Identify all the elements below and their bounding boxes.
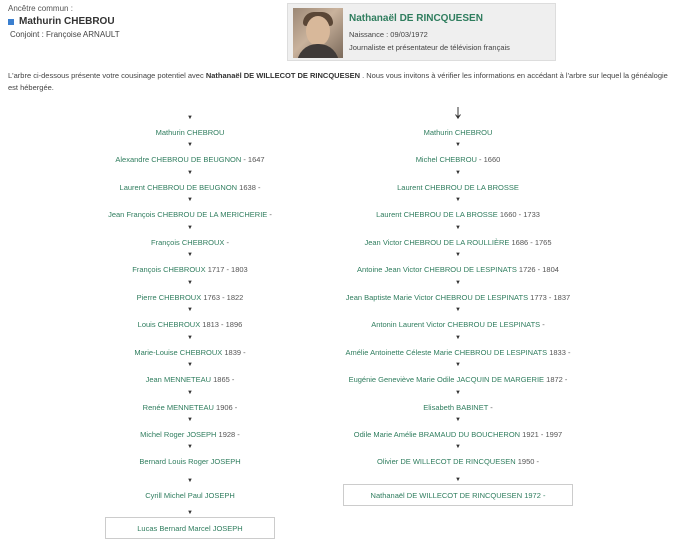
intro-text-before: L'arbre ci-dessous présente votre cousinage potentiel avec xyxy=(8,71,206,80)
person-name: Alexandre CHEBROU DE BEUGNON xyxy=(115,155,242,164)
person-name: Marie-Louise CHEBROUX xyxy=(134,348,223,357)
person-name: Michel Roger JOSEPH xyxy=(140,430,217,439)
celebrity-occupation: Journaliste et présentateur de télévision français xyxy=(349,43,510,52)
celebrity-birth: Naissance : 09/03/1972 xyxy=(349,30,428,39)
right-person-node[interactable] xyxy=(343,320,573,329)
left-person-node[interactable] xyxy=(105,128,275,137)
person-years: 1921 - 1997 xyxy=(520,430,563,439)
person-name: Pierre CHEBROUX xyxy=(136,293,202,302)
right-person-node[interactable] xyxy=(343,155,573,164)
person-name: Olivier DE WILLECOT DE RINCQUESEN xyxy=(377,457,516,466)
ancestor-name-text: Mathurin CHEBROU xyxy=(19,16,115,27)
left-person-node[interactable] xyxy=(105,210,275,219)
arrow-down-icon: ▼ xyxy=(187,280,193,286)
arrow-down-icon: ▼ xyxy=(187,478,193,484)
arrow-down-icon: ▼ xyxy=(187,335,193,341)
person-years: 1906 - xyxy=(213,403,238,412)
arrow-down-icon: ▼ xyxy=(455,335,461,341)
person-years: 1717 - 1803 xyxy=(205,265,248,274)
arrow-down-icon: ▼ xyxy=(187,444,193,450)
person-name: Jean Victor CHEBROU DE LA ROULLIÈRE xyxy=(364,238,510,247)
person-years: - 1647 xyxy=(241,155,265,164)
person-years: 1638 - xyxy=(237,183,261,192)
person-years: 1660 - 1733 xyxy=(497,210,540,219)
person-years: 1839 - xyxy=(222,348,246,357)
person-years: - xyxy=(488,403,493,412)
left-person-node[interactable] xyxy=(105,403,275,412)
person-years: - xyxy=(224,238,229,247)
arrow-down-icon: ▼ xyxy=(455,280,461,286)
person-name: Antoine Jean Victor CHEBROU DE LESPINATS xyxy=(357,265,517,274)
left-person-node[interactable] xyxy=(105,293,275,302)
celebrity-name[interactable]: Nathanaël DE RINCQUESEN xyxy=(349,13,483,24)
person-name: Jean MENNETEAU xyxy=(145,375,212,384)
square-bullet-icon xyxy=(8,19,14,25)
arrow-down-icon: ▼ xyxy=(187,115,193,121)
right-person-node[interactable] xyxy=(343,430,573,439)
right-person-node[interactable] xyxy=(343,210,573,219)
left-person-node[interactable] xyxy=(105,457,275,466)
common-ancestor-name[interactable] xyxy=(8,16,115,27)
person-name: Jean François CHEBROU DE LA MERICHERIE xyxy=(108,210,268,219)
person-years: 1686 - 1765 xyxy=(509,238,552,247)
right-person-node[interactable] xyxy=(343,403,573,412)
person-years: - xyxy=(540,320,545,329)
arrow-down-icon: ▼ xyxy=(455,225,461,231)
arrow-down-icon: ▼ xyxy=(455,477,461,483)
right-branch xyxy=(343,0,573,549)
arrow-down-icon: ▼ xyxy=(455,142,461,148)
left-person-node[interactable] xyxy=(105,375,275,384)
person-name: Bernard Louis Roger JOSEPH xyxy=(139,457,241,466)
arrow-down-icon: ▼ xyxy=(455,197,461,203)
arrow-down-icon: ▼ xyxy=(187,225,193,231)
right-person-node[interactable] xyxy=(343,238,573,247)
person-name: Michel CHEBROU xyxy=(415,155,477,164)
person-years: 1872 - xyxy=(544,375,568,384)
arrow-down-icon: ▼ xyxy=(187,142,193,148)
left-person-node[interactable] xyxy=(105,183,275,192)
left-branch xyxy=(105,0,275,549)
arrow-down-icon: ▼ xyxy=(455,115,461,121)
ancestor-spouse: Conjoint : Françoise ARNAULT xyxy=(10,30,120,39)
right-person-node[interactable] xyxy=(343,183,573,192)
right-final-person-box[interactable]: Nathanaël DE WILLECOT DE RINCQUESEN 1972 - xyxy=(343,484,573,506)
arrow-down-icon: ▼ xyxy=(455,390,461,396)
person-name: François CHEBROUX xyxy=(151,238,225,247)
person-name: Mathurin CHEBROU xyxy=(155,128,225,137)
person-name: Elisabeth BABINET xyxy=(423,403,489,412)
right-person-node[interactable] xyxy=(343,457,573,466)
person-name: Laurent CHEBROU DE LA BROSSE xyxy=(376,210,498,219)
arrow-down-icon: ▼ xyxy=(187,252,193,258)
left-final-person-box[interactable]: Lucas Bernard Marcel JOSEPH xyxy=(105,517,275,539)
person-years: 1726 - 1804 xyxy=(516,265,559,274)
arrow-down-icon: ▼ xyxy=(455,417,461,423)
left-person-node[interactable] xyxy=(105,430,275,439)
left-person-node[interactable] xyxy=(105,265,275,274)
person-name: Louis CHEBROUX xyxy=(137,320,201,329)
left-person-node[interactable] xyxy=(105,155,275,164)
arrow-down-icon: ▼ xyxy=(187,510,193,516)
person-years: 1813 - 1896 xyxy=(200,320,243,329)
arrow-down-icon: ▼ xyxy=(455,252,461,258)
arrow-down-icon: ▼ xyxy=(187,170,193,176)
left-person-node[interactable] xyxy=(105,320,275,329)
arrow-down-icon: ▼ xyxy=(455,444,461,450)
intro-text-after: . Nous vous invitons à vérifier les informations en accédant à l'arbre sur lequel la généalogie est hébergée. xyxy=(8,71,668,92)
right-person-node[interactable] xyxy=(343,348,573,357)
person-name: Eugénie Geneviève Marie Odile JACQUIN DE MARGERIE xyxy=(348,375,545,384)
person-name: Odile Marie Amélie BRAMAUD DU BOUCHERON xyxy=(353,430,521,439)
right-person-node[interactable] xyxy=(343,128,573,137)
left-person-node[interactable] xyxy=(105,491,275,500)
right-person-node[interactable] xyxy=(343,375,573,384)
person-years: 1773 - 1837 xyxy=(528,293,571,302)
person-years: 1833 - xyxy=(547,348,571,357)
person-name: Mathurin CHEBROU xyxy=(423,128,493,137)
common-ancestor-label: Ancêtre commun : xyxy=(8,4,73,13)
person-years: - xyxy=(267,210,272,219)
person-years: 1928 - xyxy=(216,430,240,439)
arrow-down-icon: ▼ xyxy=(187,197,193,203)
person-name: Amélie Antoinette Céleste Marie CHEBROU DE LESPINATS xyxy=(345,348,548,357)
person-name: Antonin Laurent Victor CHEBROU DE LESPINATS xyxy=(371,320,541,329)
right-person-node[interactable] xyxy=(343,265,573,274)
person-name: Cyrill Michel Paul JOSEPH xyxy=(145,491,235,500)
arrow-down-icon: ▼ xyxy=(187,390,193,396)
arrow-down-icon: ▼ xyxy=(187,307,193,313)
arrow-down-icon: ▼ xyxy=(455,362,461,368)
person-name: Laurent CHEBROU DE BEUGNON xyxy=(119,183,238,192)
left-person-node[interactable] xyxy=(105,348,275,357)
arrow-down-icon: ▼ xyxy=(187,362,193,368)
person-years: 1950 - xyxy=(515,457,539,466)
right-person-node[interactable] xyxy=(343,293,573,302)
person-name: Renée MENNETEAU xyxy=(142,403,214,412)
person-years: 1865 - xyxy=(211,375,235,384)
intro-celebrity-name: Nathanaël DE WILLECOT DE RINCQUESEN xyxy=(205,71,360,80)
person-years: 1763 - 1822 xyxy=(201,293,244,302)
person-years: - 1660 xyxy=(476,155,501,164)
left-person-node[interactable] xyxy=(105,238,275,247)
person-name: François CHEBROUX xyxy=(132,265,206,274)
arrow-down-icon: ▼ xyxy=(455,170,461,176)
person-name: Jean Baptiste Marie Victor CHEBROU DE LESPINATS xyxy=(345,293,529,302)
person-name: Laurent CHEBROU DE LA BROSSE xyxy=(397,183,519,192)
arrow-down-icon: ▼ xyxy=(455,307,461,313)
portrait-photo-icon[interactable] xyxy=(293,8,343,58)
arrow-down-icon: ▼ xyxy=(187,417,193,423)
